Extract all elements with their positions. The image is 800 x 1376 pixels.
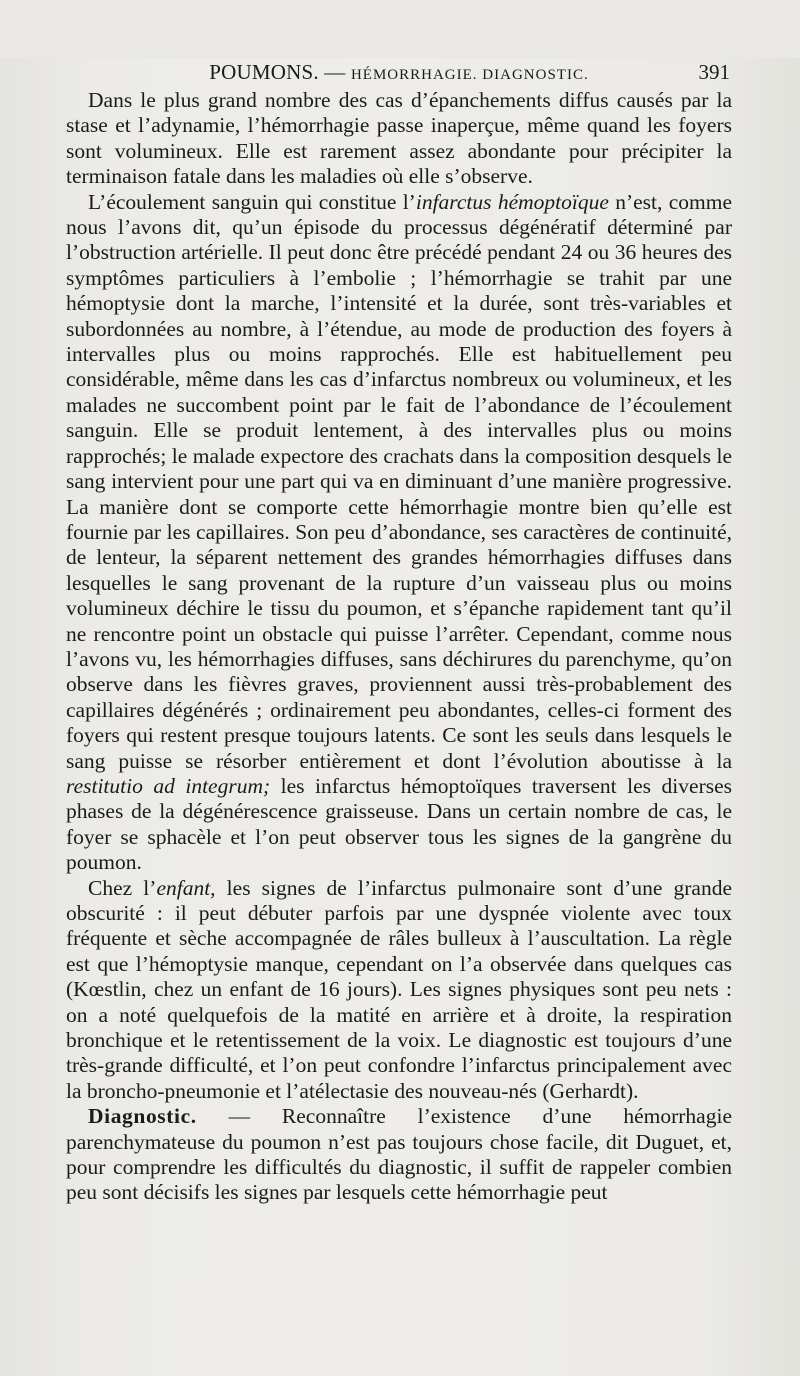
paragraph-4 xyxy=(66,1104,732,1206)
section-title: POUMONS. xyxy=(209,60,319,84)
paragraph-2-text-b: n’est, comme nous l’avons dit, qu’un épisode du processus dégénératif déterminé par l’obstruction artérielle. Il peut donc être précédé pendant 24 ou 36 heures des symptômes particuliers à l’embolie ; l’hémorrhagie se trahit par une hémoptysie dont la marche, l’intensité et la durée, sont très-variables et subordonnées au nombre, à l’étendue, au mode de production des foyers à intervalles plus ou moins rapprochés. Elle est habituellement peu considérable, même dans les cas d’infarctus nombreux ou volumineux, et les malades ne succombent point par le fait de l’abondance de l’écoulement sanguin. Elle se produit lentement, à des intervalles plus ou moins rapprochés; le malade expectore des crachats dans la composition desquels le sang intervient pour une part qui va en diminuant d’une manière progressive. La manière dont se comporte cette hémorrhagie montre bien qu’elle est fournie par les capillaires. Son peu d’abondance, ses caractères de continuité, de lenteur, la séparent nettement des grandes hémorrhagies diffuses dans lesquelles le sang provenant de la rupture d’un vaisseau plus ou moins volumineux déchire le tissu du poumon, et s’épanche rapidement tant qu’il ne rencontre point un obstacle qui puisse l’arrêter. Cependant, comme nous l’avons vu, les hémorrhagies diffuses, sans déchirures du parenchyme, qu’on observe dans les fièvres graves, proviennent aussi très-probablement des capillaires dégénérés ; ordinairement peu abondantes, celles-ci forment des foyers qui restent presque toujours latents. Ce sont les seuls dans lesquels le sang puisse se résorber entièrement et dont l’évolution aboutisse à la xyxy=(66,189,732,773)
paragraph-1: Dans le plus grand nombre des cas d’épanchements diffus causés par la stase et l’adynamie, l’hémorrhagie passe inaperçue, même quand les foyers sont volumineux. Elle est rarement assez abondante pour précipiter la terminaison fatale dans les maladies où elle s’observe. xyxy=(66,88,732,189)
running-head xyxy=(66,58,732,86)
page-number: 391 xyxy=(698,60,730,84)
running-title xyxy=(66,58,732,89)
paragraph-2 xyxy=(66,190,732,876)
book-page xyxy=(0,58,800,1376)
title-dash: — xyxy=(318,60,351,84)
paragraph-2-text-c: les infarctus hémoptoïques traversent les diverses phases de la dégénérescence graisseuse. Dans un certain nombre de cas, le foyer se sphacèle et l’on peut observer tous les signes de la gangrène du poumon. xyxy=(66,773,733,875)
term-infarctus-hemoptoique: infarctus hémoptoïque xyxy=(415,189,609,214)
section-heading-diagnostic: Diagnostic. xyxy=(88,1104,197,1129)
term-enfant: enfant, xyxy=(156,875,216,900)
paragraph-4-text: — Reconnaître l’existence d’une hémorrhagie parenchymateuse du poumon n’est pas toujours chose facile, dit Duguet, et, pour comprendre les difficultés du diagnostic, il suffit de rappeler combien peu sont décisifs les signes par lesquels cette hémorrhagie peut xyxy=(66,1104,732,1205)
paragraph-2-text-a: L’écoulement sanguin qui constitue l’ xyxy=(88,189,416,214)
paragraph-3-text-a: Chez l’ xyxy=(88,875,157,900)
page-body xyxy=(66,88,732,1206)
paragraph-3 xyxy=(66,876,732,1105)
subject-title: HÉMORRHAGIE. DIAGNOSTIC. xyxy=(350,67,589,83)
paragraph-3-text-b: les signes de l’infarctus pulmonaire sont d’une grande obscurité : il peut débuter parfois par une dyspnée violente avec toux fréquente et sèche accompagnée de râles bulleux à l’auscultation. La règle est que l’hémoptysie manque, cependant on l’a observée dans quelques cas (Kœstlin, chez un enfant de 16 jours). Les signes physiques sont peu nets : on a noté quelquefois de la matité en arrière et à droite, la respiration bronchique et le retentissement de la voix. Le diagnostic est toujours d’une très-grande difficulté, et l’on peut confondre l’infarctus principalement avec la broncho-pneumonie et l’atélectasie des nouveau-nés (Gerhardt). xyxy=(66,875,733,1103)
term-restitutio-ad-integrum: restitutio ad integrum; xyxy=(66,773,271,798)
